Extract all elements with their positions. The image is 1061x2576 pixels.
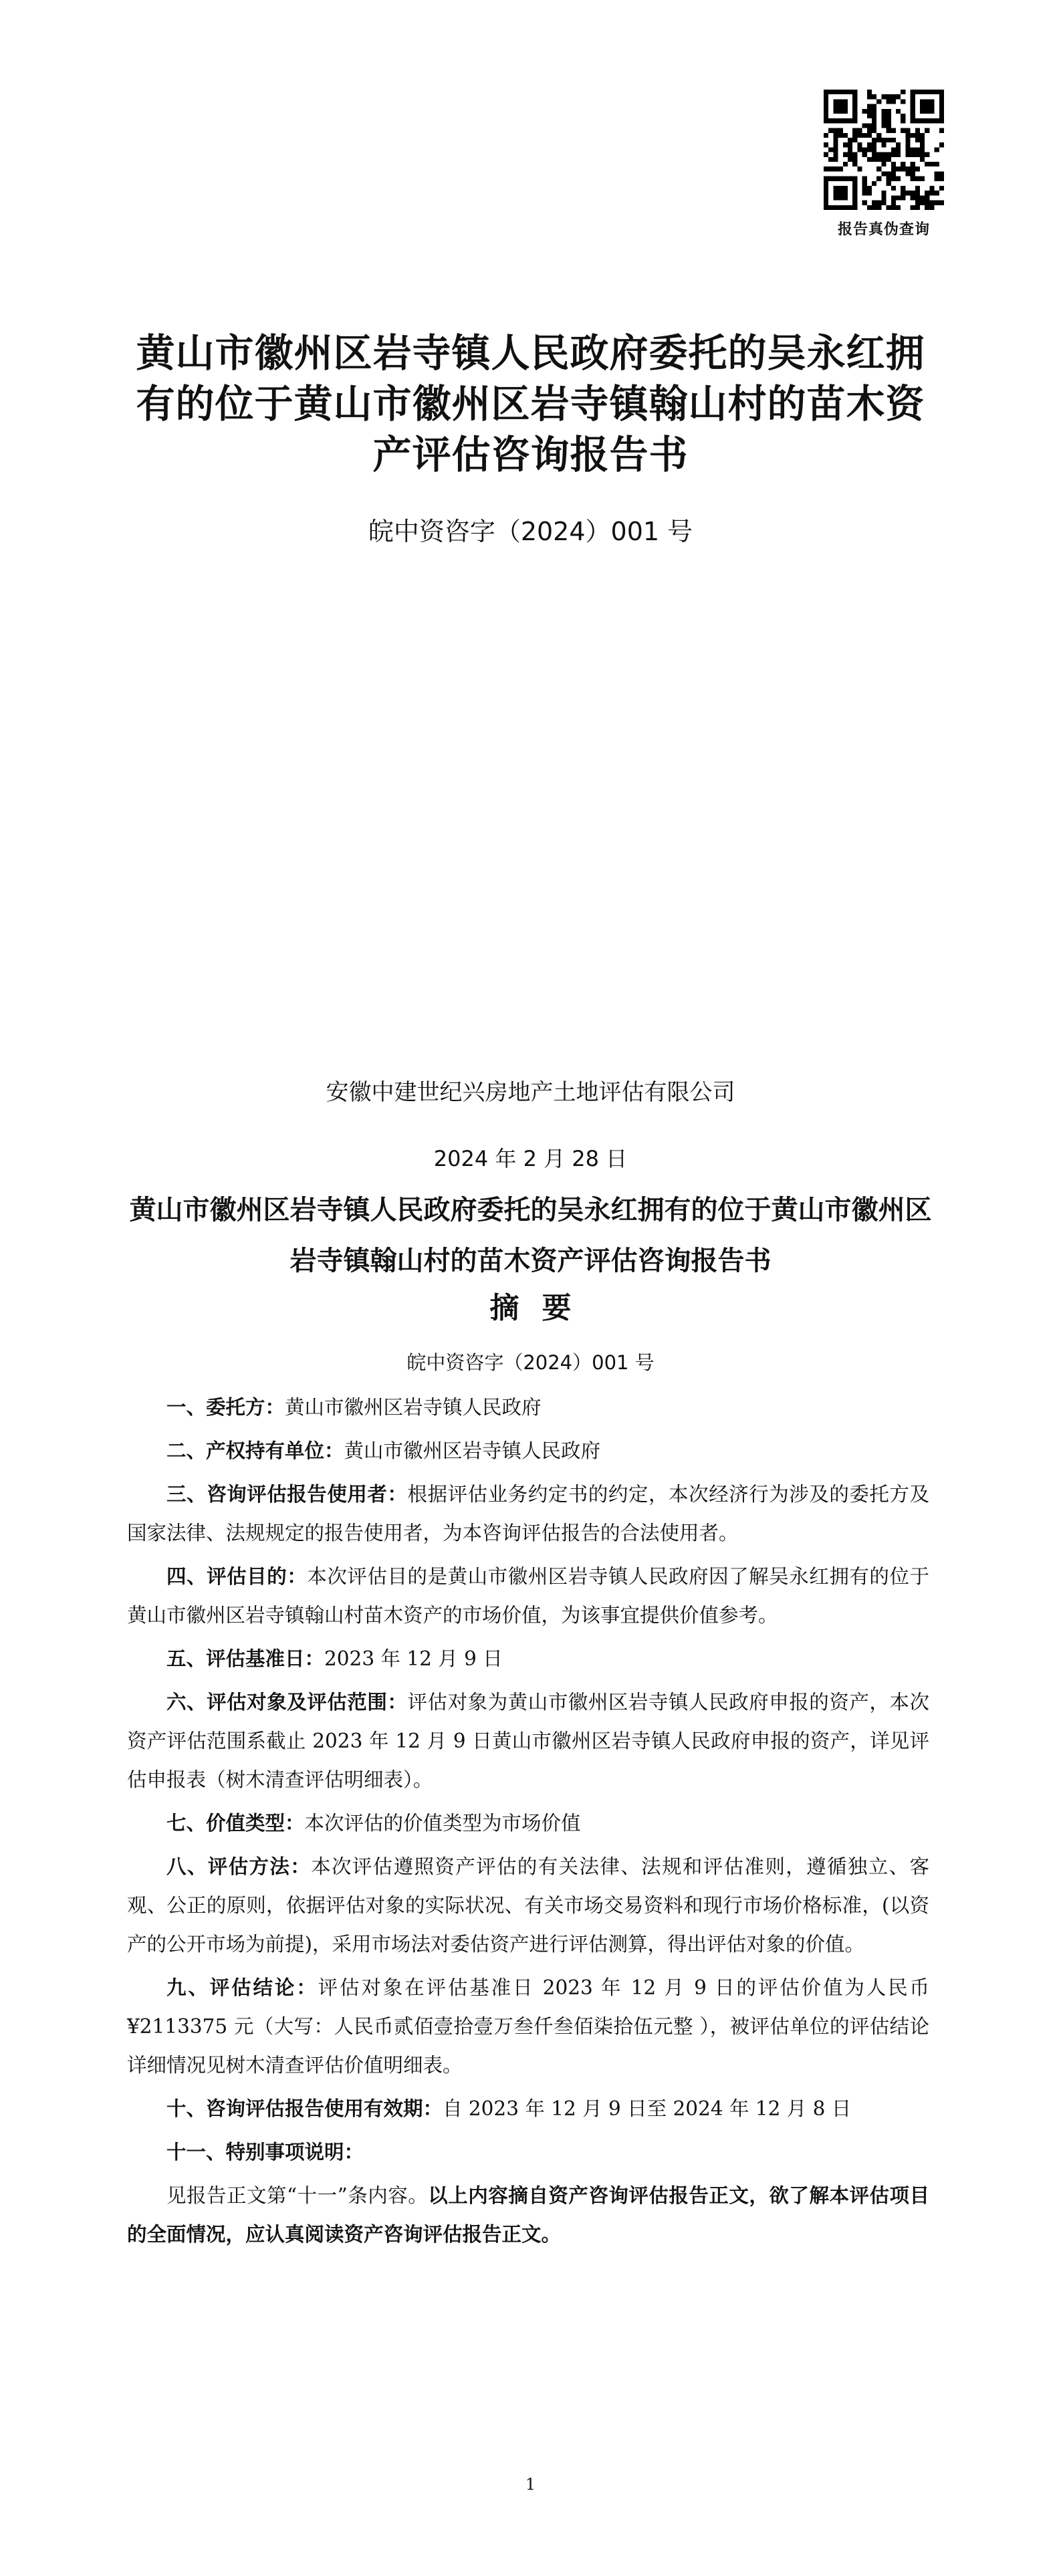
summary-body [127,1388,929,2258]
special-note-text: 见报告正文第“十一”条内容。 [166,2184,429,2207]
summary-item [127,1847,929,1964]
item-label: 六、评估对象及评估范围： [166,1691,408,1714]
item-label: 一、委托方： [166,1396,285,1419]
summary-item [127,1683,929,1799]
item-text: 黄山市徽州区岩寺镇人民政府 [344,1439,601,1462]
item-label: 五、评估基准日： [166,1647,325,1670]
summary-item [127,1388,929,1427]
special-note-emphasis: 以上内容摘自资产咨询评估报告正文，欲了解本评估项目的全面情况，应认真阅读资产咨询评估报告正文。 [127,2184,929,2246]
item-label: 三、咨询评估报告使用者： [166,1483,408,1506]
item-label: 十一、特别事项说明： [166,2141,364,2163]
company-name: 安徽中建世纪兴房地产土地评估有限公司 [326,1079,735,1106]
report-date: 2024 年 2 月 28 日 [433,1146,628,1171]
item-text: 本次评估的价值类型为市场价值 [304,1812,581,1835]
abstract-heading: 摘要 [489,1291,594,1325]
item-text: 2023 年 12 月 9 日 [324,1647,503,1670]
cover-title: 黄山市徽州区岩寺镇人民政府委托的吴永红拥有的位于黄山市徽州区岩寺镇翰山村的苗木资产评估咨询报告书 [136,330,925,477]
summary-item [127,2089,929,2128]
summary-item [127,1804,929,1843]
summary-item [127,1639,929,1678]
item-text: 根据评估业务约定书的约定，本次经济行为涉及的委托方及国家法律、法规规定的报告使用者，为本咨询评估报告的合法使用者。 [127,1483,929,1544]
page-number: 1 [525,2475,536,2494]
summary-item [127,1557,929,1635]
summary-doc-number: 皖中资咨字（2024）001 号 [406,1351,655,1374]
summary-item [127,1968,929,2085]
summary-item [127,2133,929,2172]
item-label: 四、评估目的： [166,1565,308,1588]
summary-item [127,1431,929,1470]
item-label: 二、产权持有单位： [166,1439,344,1462]
item-label: 九、评估结论： [166,1976,318,1999]
item-text: 自 2023 年 12 月 9 日至 2024 年 12 月 8 日 [443,2097,852,2120]
summary-title: 黄山市徽州区岩寺镇人民政府委托的吴永红拥有的位于黄山市徽州区岩寺镇翰山村的苗木资产评估咨询报告书 [129,1195,932,1276]
cover-doc-number: 皖中资咨字（2024）001 号 [368,517,693,546]
qr-code [824,90,944,210]
special-note [127,2176,929,2254]
item-text: 评估对象在评估基准日 2023 年 12 月 9 日的评估价值为人民币¥2113375 元（大写：人民币贰佰壹拾壹万叁仟叁佰柒拾伍元整 ），被评估单位的评估结论详细情况见树木清查评估价值明细表。 [127,1976,929,2077]
item-text: 本次评估遵照资产评估的有关法律、法规和评估准则，遵循独立、客观、公正的原则，依据评估对象的实际状况、有关市场交易资料和现行市场价格标准，(以资产的公开市场为前提)，采用市场法对委估资产进行评估测算，得出评估对象的价值。 [127,1855,929,1956]
summary-item [127,1475,929,1552]
item-label: 十、咨询评估报告使用有效期： [166,2097,443,2120]
item-text: 评估对象为黄山市徽州区岩寺镇人民政府申报的资产，本次资产评估范围系截止 2023 年 12 月 9 日黄山市徽州区岩寺镇人民政府申报的资产，详见评估申报表（树木清查评估明细表）。 [127,1691,929,1791]
item-label: 八、评估方法： [166,1855,312,1878]
item-label: 七、价值类型： [166,1812,305,1835]
qr-caption: 报告真伪查询 [837,221,930,238]
item-text: 本次评估目的是黄山市徽州区岩寺镇人民政府因了解吴永红拥有的位于黄山市徽州区岩寺镇翰山村苗木资产的市场价值，为该事宜提供价值参考。 [127,1565,929,1627]
item-text: 黄山市徽州区岩寺镇人民政府 [285,1396,542,1419]
